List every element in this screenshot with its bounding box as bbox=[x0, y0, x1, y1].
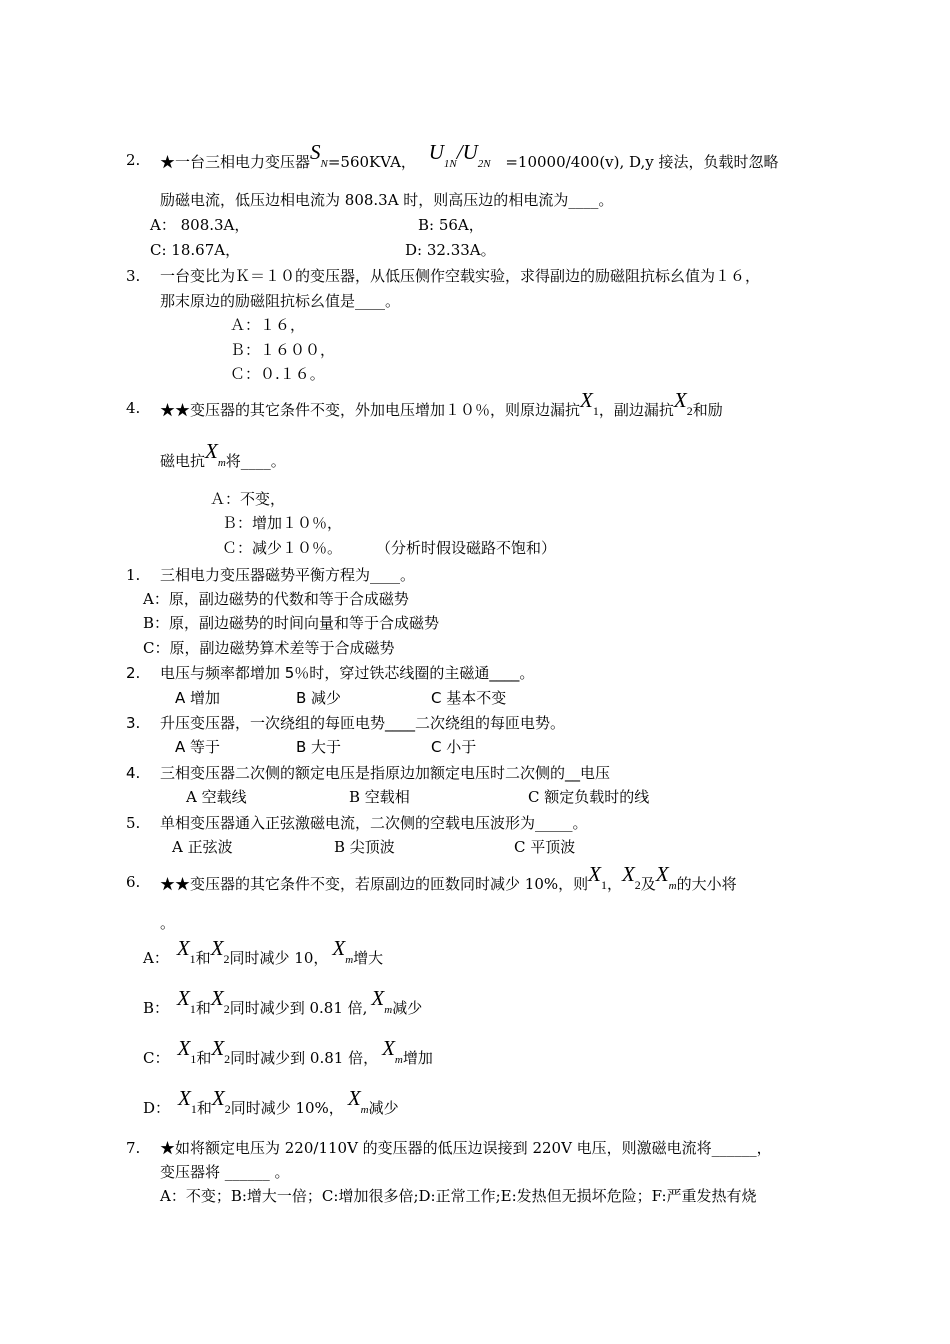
q2-option-d: D: 32.33A。 bbox=[405, 241, 496, 259]
sub-m: m bbox=[217, 457, 226, 469]
sub-2: 2 bbox=[686, 404, 693, 418]
q3b-option-c: C 小于 bbox=[431, 738, 477, 756]
sub-1n: 1N bbox=[443, 158, 457, 170]
sub-m: m bbox=[394, 1054, 403, 1066]
option-text: 同时减少 10， bbox=[229, 949, 329, 967]
option-label: B： bbox=[143, 999, 170, 1017]
q4b-line-1: 三相变压器二次侧的额定电压是指原边加额定电压时二次侧的__电压 bbox=[160, 764, 611, 782]
option-label: D： bbox=[143, 1099, 171, 1117]
q7b-line-2: 变压器将 ______ 。 bbox=[160, 1163, 290, 1181]
var-x1: X bbox=[176, 936, 190, 960]
q6b-option-a bbox=[143, 936, 384, 970]
q4-note: （分析时假设磁路不饱和） bbox=[376, 539, 557, 557]
q7b-line-3: A：不变；B:增大一倍；C:增加很多倍;D:正常工作;E:发热但无损坏危险；F:严重发热有烧 bbox=[160, 1187, 757, 1205]
q2-text-a: ★一台三相电力变压器 bbox=[160, 153, 311, 171]
sub-2n: 2N bbox=[477, 158, 491, 170]
and-word: 和 bbox=[195, 999, 211, 1017]
option-end: 减少 bbox=[368, 1099, 399, 1117]
option-end: 减少 bbox=[392, 999, 423, 1017]
sub-m: m bbox=[345, 954, 354, 966]
q1b-option-a: A：原，副边磁势的代数和等于合成磁势 bbox=[143, 590, 409, 608]
q5b-option-a: A 正弦波 bbox=[172, 838, 233, 856]
q6b-option-c bbox=[143, 1036, 433, 1070]
q3-option-a: Ａ：１６， bbox=[230, 316, 306, 334]
q2-option-b: B: 56A， bbox=[418, 216, 484, 234]
q4b-number: 4. bbox=[126, 764, 141, 782]
q3-line-1: 一台变比为Ｋ＝１０的变压器，从低压侧作空载实验，求得副边的励磁阻抗标幺值为１６， bbox=[160, 267, 761, 285]
slash: / bbox=[456, 140, 463, 164]
sub-1: 1 bbox=[189, 1002, 196, 1016]
option-text: 同时减少到 0.81 倍, bbox=[229, 999, 368, 1017]
q2b-option-b: B 减少 bbox=[296, 689, 342, 707]
var-x2: X bbox=[210, 986, 224, 1010]
option-label: C： bbox=[143, 1049, 170, 1067]
q3b-option-b: B 大于 bbox=[296, 738, 342, 756]
sub-1: 1 bbox=[592, 404, 599, 418]
var-x1: X bbox=[177, 986, 190, 1010]
q6b-option-d bbox=[143, 1086, 399, 1120]
q2b-option-a: A 增加 bbox=[175, 689, 221, 707]
var-xm: X bbox=[347, 1086, 361, 1110]
var-u2: U bbox=[462, 140, 478, 164]
var-x2: X bbox=[621, 862, 635, 886]
q2-option-a: A： 808.3A， bbox=[150, 216, 250, 234]
option-end: 增加 bbox=[402, 1049, 433, 1067]
sub-2: 2 bbox=[223, 952, 230, 966]
q3-option-c: Ｃ：０.１６。 bbox=[230, 365, 325, 383]
var-u1: U bbox=[428, 140, 444, 164]
sub-m: m bbox=[360, 1104, 369, 1116]
option-label: A： bbox=[143, 949, 169, 967]
q3b-number: 3. bbox=[126, 714, 141, 732]
q5b-number: 5. bbox=[126, 814, 141, 832]
option-text: 同时减少到 0.81 倍， bbox=[230, 1049, 379, 1067]
var-x2: X bbox=[211, 1036, 225, 1060]
q5b-option-b: B 尖顶波 bbox=[334, 838, 395, 856]
sub-1: 1 bbox=[190, 1102, 197, 1116]
q2b-line-1: 电压与频率都增加 5％时，穿过铁芯线圈的主磁通____。 bbox=[160, 664, 535, 682]
q4-text-d: 磁电抗 bbox=[160, 452, 206, 470]
q4-number: 4. bbox=[126, 399, 141, 417]
sub-n: N bbox=[320, 158, 328, 170]
var-x1: X bbox=[580, 388, 593, 412]
sub-2: 2 bbox=[634, 878, 641, 892]
and-word: 和 bbox=[196, 1049, 212, 1067]
and-word: 和 bbox=[195, 949, 211, 967]
sub-2: 2 bbox=[224, 1052, 231, 1066]
var-xm: X bbox=[655, 862, 669, 886]
q1b-line-1: 三相电力变压器磁势平衡方程为____。 bbox=[160, 566, 416, 584]
q2-number: 2. bbox=[126, 151, 141, 169]
option-text: 同时减少 10%， bbox=[230, 1099, 344, 1117]
q1b-option-c: C：原，副边磁势算术差等于合成磁势 bbox=[143, 639, 395, 657]
q2-line-1 bbox=[160, 140, 779, 174]
q2b-number: 2. bbox=[126, 664, 141, 682]
q6b-text-b: 的大小将 bbox=[676, 875, 737, 893]
q5b-line-1: 单相变压器通入正弦激磁电流，二次侧的空载电压波形为_____。 bbox=[160, 814, 588, 832]
sub-2: 2 bbox=[224, 1102, 231, 1116]
q2-line-2: 励磁电流，低压边相电流为 808.3A 时，则高压边的相电流为____。 bbox=[160, 191, 614, 209]
sub-1: 1 bbox=[600, 878, 607, 892]
q2b-option-c: C 基本不变 bbox=[431, 689, 507, 707]
q2-text-c: =10000/400(v), D,y 接法，负载时忽略 bbox=[505, 153, 779, 171]
q7b-number: 7. bbox=[126, 1139, 141, 1157]
q4b-option-b: B 空载相 bbox=[349, 788, 410, 806]
q3-line-2: 那末原边的励磁阻抗标幺值是____。 bbox=[160, 292, 401, 310]
q4-option-b: Ｂ：增加１０％， bbox=[222, 514, 343, 532]
q4-line-1 bbox=[160, 388, 723, 421]
and-word: 及 bbox=[640, 875, 656, 893]
var-x1: X bbox=[177, 1036, 191, 1060]
var-xm: X bbox=[382, 1036, 395, 1060]
var-x1: X bbox=[178, 1086, 191, 1110]
q2-text-b: =560KVA， bbox=[327, 153, 416, 171]
and-word: 和 bbox=[196, 1099, 212, 1117]
q4b-option-c: C 额定负载时的线 bbox=[528, 788, 650, 806]
q4-option-c: Ｃ：减少１０％。 bbox=[222, 539, 343, 557]
q3-option-b: Ｂ：１６００， bbox=[230, 341, 336, 359]
var-xm: X bbox=[332, 936, 346, 960]
q4-text-b: ，副边漏抗 bbox=[598, 401, 674, 419]
q4b-option-a: A 空载线 bbox=[186, 788, 247, 806]
q3b-option-a: A 等于 bbox=[175, 738, 221, 756]
sub-m: m bbox=[668, 880, 677, 892]
q6b-option-b bbox=[143, 986, 423, 1020]
q7b-line-1: ★如将额定电压为 220/110V 的变压器的低压边误接到 220V 电压，则激磁电流将______， bbox=[160, 1139, 772, 1157]
sub-m: m bbox=[384, 1004, 393, 1016]
var-s: S bbox=[310, 140, 321, 164]
sub-2: 2 bbox=[223, 1002, 230, 1016]
q5b-option-c: C 平顶波 bbox=[514, 838, 576, 856]
q4-text-c: 和励 bbox=[692, 401, 723, 419]
var-x1: X bbox=[588, 862, 601, 886]
q3b-line-1: 升压变压器，一次绕组的每匝电势____二次绕组的每匝电势。 bbox=[160, 714, 566, 732]
q4-line-2 bbox=[160, 439, 286, 473]
q4-text-e: 将____。 bbox=[225, 452, 286, 470]
q3-number: 3. bbox=[126, 267, 141, 285]
var-x2: X bbox=[673, 388, 687, 412]
sub-1: 1 bbox=[190, 1052, 197, 1066]
option-end: 增大 bbox=[353, 949, 384, 967]
var-xm: X bbox=[371, 986, 385, 1010]
q6b-text-a: ★★变压器的其它条件不变，若原副边的匝数同时减少 10%，则 bbox=[160, 875, 589, 893]
q1b-number: 1. bbox=[126, 566, 141, 584]
var-xm: X bbox=[205, 439, 218, 463]
var-x2: X bbox=[210, 936, 224, 960]
comma: ， bbox=[606, 875, 622, 893]
q4-option-a: Ａ：不变， bbox=[210, 490, 286, 508]
sub-1: 1 bbox=[189, 952, 196, 966]
q6b-line-1 bbox=[160, 862, 737, 896]
q4-text-a: ★★变压器的其它条件不变，外加电压增加１０％，则原边漏抗 bbox=[160, 401, 581, 419]
q6b-number: 6. bbox=[126, 873, 141, 891]
q2-option-c: C: 18.67A， bbox=[150, 241, 241, 259]
q1b-option-b: B：原，副边磁势的时间向量和等于合成磁势 bbox=[143, 614, 440, 632]
q6b-line-2: 。 bbox=[160, 914, 176, 932]
var-x2: X bbox=[211, 1086, 225, 1110]
